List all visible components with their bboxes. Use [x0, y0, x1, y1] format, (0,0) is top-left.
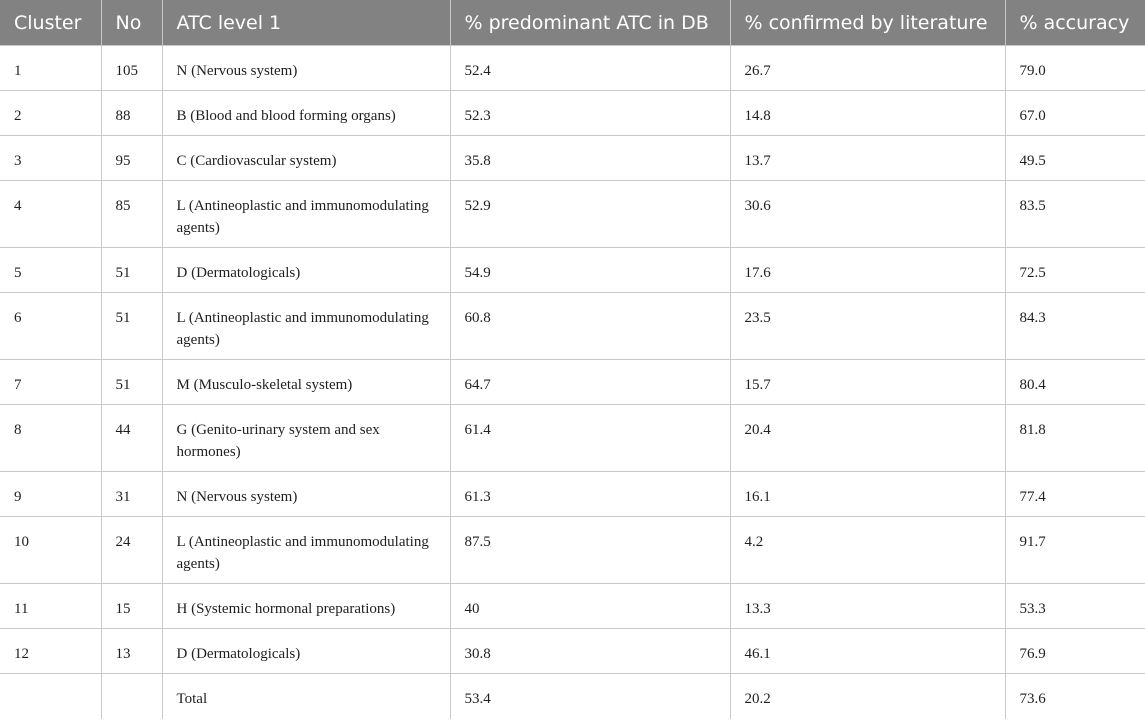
cell-no: 51: [101, 293, 162, 360]
cell-predominant-atc: 52.9: [450, 181, 730, 248]
cell-confirmed-by-literature: 13.3: [730, 584, 1005, 629]
cell-no: 13: [101, 629, 162, 674]
table-row: [0, 360, 1145, 405]
cell-no: 105: [101, 46, 162, 91]
cell-cluster: 9: [0, 472, 101, 517]
cell-atc-level-1: L (Antineoplastic and immunomodulating agents): [162, 293, 450, 360]
cell-total-label: Total: [162, 674, 450, 719]
cell-predominant-atc: 52.3: [450, 91, 730, 136]
cell-accuracy: 79.0: [1005, 46, 1145, 91]
cell-confirmed-by-literature: 15.7: [730, 360, 1005, 405]
cell-predominant-atc: 54.9: [450, 248, 730, 293]
cell-confirmed-by-literature: 23.5: [730, 293, 1005, 360]
cell-atc-level-1: C (Cardiovascular system): [162, 136, 450, 181]
table-row: [0, 91, 1145, 136]
table-row: [0, 293, 1145, 360]
cell-atc-level-1: D (Dermatologicals): [162, 629, 450, 674]
cell-predominant-atc: 87.5: [450, 517, 730, 584]
cell-no: 24: [101, 517, 162, 584]
header-cluster: Cluster: [0, 0, 101, 46]
cell-accuracy: 76.9: [1005, 629, 1145, 674]
table-row: [0, 472, 1145, 517]
cell-predominant-atc: 53.4: [450, 674, 730, 719]
table-row: [0, 46, 1145, 91]
cell-no: 15: [101, 584, 162, 629]
cell-accuracy: 83.5: [1005, 181, 1145, 248]
cell-predominant-atc: 35.8: [450, 136, 730, 181]
table-row: [0, 517, 1145, 584]
cell-cluster: 7: [0, 360, 101, 405]
header-atc-level-1: ATC level 1: [162, 0, 450, 46]
cell-atc-level-1: H (Systemic hormonal preparations): [162, 584, 450, 629]
cell-accuracy: 73.6: [1005, 674, 1145, 719]
cell-no: 85: [101, 181, 162, 248]
cell-predominant-atc: 40: [450, 584, 730, 629]
cell-cluster: 8: [0, 405, 101, 472]
cell-no: 51: [101, 360, 162, 405]
cell-confirmed-by-literature: 4.2: [730, 517, 1005, 584]
cell-atc-level-1: L (Antineoplastic and immunomodulating agents): [162, 181, 450, 248]
cell-accuracy: 81.8: [1005, 405, 1145, 472]
header-no: No: [101, 0, 162, 46]
cell-cluster: 4: [0, 181, 101, 248]
cell-no: 88: [101, 91, 162, 136]
cell-confirmed-by-literature: 26.7: [730, 46, 1005, 91]
cell-accuracy: 91.7: [1005, 517, 1145, 584]
cell-cluster: 6: [0, 293, 101, 360]
cell-confirmed-by-literature: 20.2: [730, 674, 1005, 719]
header-confirmed-by-literature: % confirmed by literature: [730, 0, 1005, 46]
cell-no: [101, 674, 162, 719]
cell-cluster: 2: [0, 91, 101, 136]
cell-atc-level-1: L (Antineoplastic and immunomodulating agents): [162, 517, 450, 584]
cell-confirmed-by-literature: 30.6: [730, 181, 1005, 248]
cell-atc-level-1: M (Musculo-skeletal system): [162, 360, 450, 405]
cell-predominant-atc: 61.4: [450, 405, 730, 472]
cell-cluster: 12: [0, 629, 101, 674]
cell-cluster: 1: [0, 46, 101, 91]
table-row: [0, 181, 1145, 248]
cell-no: 51: [101, 248, 162, 293]
cell-no: 95: [101, 136, 162, 181]
table-row: [0, 629, 1145, 674]
cell-accuracy: 77.4: [1005, 472, 1145, 517]
cell-atc-level-1: D (Dermatologicals): [162, 248, 450, 293]
cell-atc-level-1: N (Nervous system): [162, 472, 450, 517]
cell-predominant-atc: 52.4: [450, 46, 730, 91]
cell-cluster: 11: [0, 584, 101, 629]
cell-no: 44: [101, 405, 162, 472]
cell-confirmed-by-literature: 20.4: [730, 405, 1005, 472]
cell-accuracy: 80.4: [1005, 360, 1145, 405]
header-accuracy: % accuracy: [1005, 0, 1145, 46]
cell-predominant-atc: 64.7: [450, 360, 730, 405]
cell-accuracy: 72.5: [1005, 248, 1145, 293]
cell-cluster: 10: [0, 517, 101, 584]
cell-predominant-atc: 60.8: [450, 293, 730, 360]
cell-confirmed-by-literature: 13.7: [730, 136, 1005, 181]
cell-no: 31: [101, 472, 162, 517]
table-row: [0, 405, 1145, 472]
cell-accuracy: 53.3: [1005, 584, 1145, 629]
cell-accuracy: 67.0: [1005, 91, 1145, 136]
cell-cluster: [0, 674, 101, 719]
cell-atc-level-1: B (Blood and blood forming organs): [162, 91, 450, 136]
cell-confirmed-by-literature: 16.1: [730, 472, 1005, 517]
cell-confirmed-by-literature: 46.1: [730, 629, 1005, 674]
cell-accuracy: 84.3: [1005, 293, 1145, 360]
table-row: [0, 136, 1145, 181]
cell-accuracy: 49.5: [1005, 136, 1145, 181]
table-row: [0, 248, 1145, 293]
header-row: [0, 0, 1145, 46]
header-predominant-atc: % predominant ATC in DB: [450, 0, 730, 46]
cell-cluster: 3: [0, 136, 101, 181]
cell-cluster: 5: [0, 248, 101, 293]
cell-confirmed-by-literature: 17.6: [730, 248, 1005, 293]
cell-predominant-atc: 30.8: [450, 629, 730, 674]
table-row: [0, 584, 1145, 629]
cell-atc-level-1: N (Nervous system): [162, 46, 450, 91]
cell-atc-level-1: G (Genito-urinary system and sex hormones): [162, 405, 450, 472]
cell-confirmed-by-literature: 14.8: [730, 91, 1005, 136]
total-row: [0, 674, 1145, 719]
cell-predominant-atc: 61.3: [450, 472, 730, 517]
